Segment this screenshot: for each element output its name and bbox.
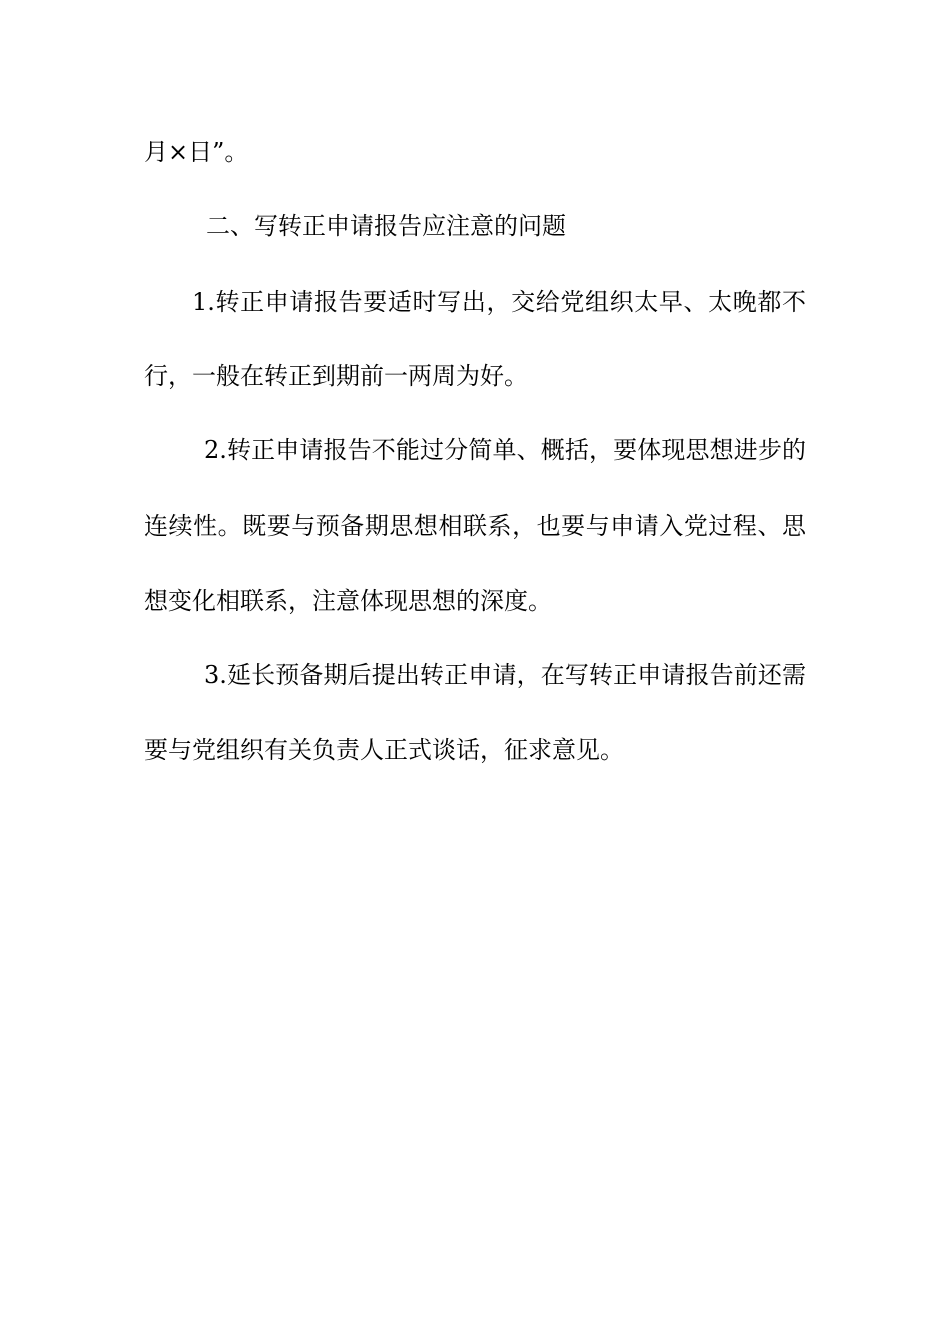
item-2-line-3: 想变化相联系，注意体现思想的深度。 (144, 587, 552, 615)
item-3-line-2: 要与党组织有关负责人正式谈话，征求意见。 (144, 736, 624, 764)
item-3-line-1: 3.延长预备期后提出转正申请，在写转正申请报告前还需 (204, 661, 806, 689)
item-2-line-1: 2.转正申请报告不能过分简单、概括，要体现思想进步的 (204, 436, 806, 464)
text-line-date-end: 月×日”。 (144, 138, 249, 166)
item-2-line-2: 连续性。既要与预备期思想相联系，也要与申请入党过程、思 (144, 512, 806, 540)
item-1-line-1: 1.转正申请报告要适时写出，交给党组织太早、太晚都不 (192, 288, 806, 316)
item-1-line-2: 行，一般在转正到期前一两周为好。 (144, 362, 528, 390)
section-heading: 二、写转正申请报告应注意的问题 (206, 212, 566, 240)
